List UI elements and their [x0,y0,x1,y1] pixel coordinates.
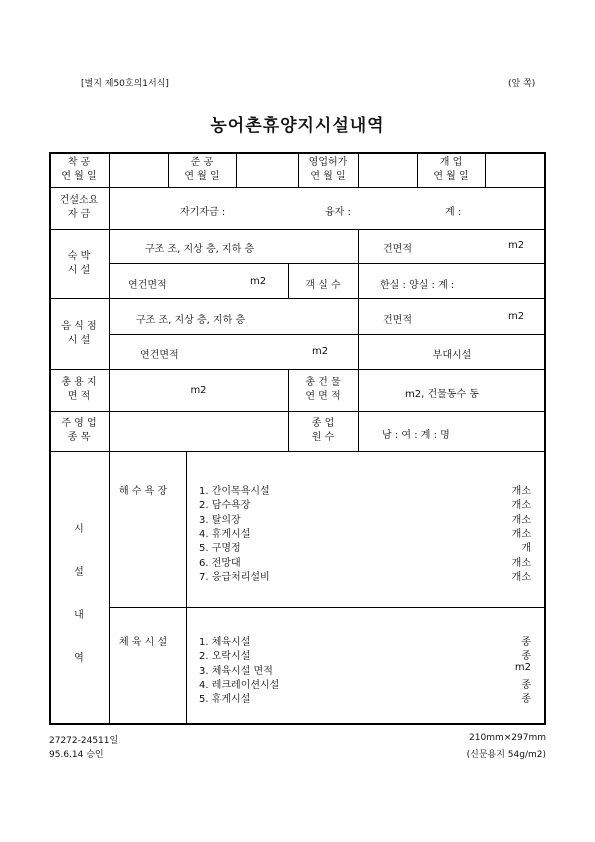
sports-item-label: 4. 레크레이션시설 [199,679,280,691]
funds-label: 건설소요 자 금 [59,195,99,220]
lodging-floor-area-label: 연건면적 [128,280,167,291]
beach-item-label: 7. 응급처리설비 [199,571,270,583]
page-title: 농어촌휴양지시설내역 [210,116,385,136]
sports-item-unit: 종 [521,637,531,648]
row-divider [49,229,546,230]
complete-date-label: 준 공 연 월 일 [184,157,220,182]
paper-type: (신문용지 54g/m2) [466,750,546,760]
beach-item-label: 3. 탈의장 [199,514,241,526]
facilities-label-3: 내 [74,610,84,621]
col-divider [485,152,486,187]
beach-item-label: 2. 담수욕장 [199,500,251,512]
row-divider [49,187,546,188]
sports-item-label: 1. 체육시설 [199,637,251,648]
sports-section-label: 체 육 시 설 [119,637,168,648]
row-divider [49,298,546,299]
restaurant-building-area-unit: m2 [508,311,525,322]
building-area-field: m2, 건물동수 동 [405,389,479,400]
form-code: 27272-24511일 [49,736,119,746]
row-divider [49,411,546,412]
col-divider [358,263,359,298]
col-divider [358,152,359,187]
rooms-field: 한실 : 양실 : 계 : [380,280,455,291]
rooms-label: 객 실 수 [305,280,341,291]
facilities-label-2: 설 [74,567,84,578]
sports-item-label: 3. 체육시설 면적 [199,665,273,677]
col-divider [358,369,359,411]
beach-item-unit: 개소 [511,557,531,569]
restaurant-structure-field: 구조 조, 지상 층, 지하 층 [136,315,246,326]
staff-count-field: 남 : 여 : 계 : 명 [382,430,450,441]
row-divider [109,263,546,264]
sports-item-unit: 종 [521,694,531,706]
sports-item-label: 5. 휴게시설 [199,694,251,706]
beach-item-label: 6. 전망대 [199,557,241,569]
col-divider [236,152,237,187]
row-divider [49,451,546,452]
business-type-label: 주 영 업 종 목 [61,418,97,443]
beach-item-unit: 개소 [511,486,531,497]
beach-item-unit: 개소 [511,514,531,526]
col-divider [186,451,187,725]
row-divider [49,369,546,370]
beach-item-unit: 개소 [511,500,531,512]
sports-item-unit: 종 [521,651,531,663]
beach-item-unit: 개소 [511,528,531,540]
sports-item-label: 2. 오락시설 [199,651,251,663]
funds-total-field: 계 : [445,207,462,218]
approval-date: 95.6.14 승인 [49,750,104,760]
site-area-label: 총 용 지 면 적 [61,377,97,402]
page-side: (앞 쪽) [508,79,536,89]
beach-item-label: 4. 휴게시설 [199,528,251,540]
lodging-label: 숙 박 시 설 [67,251,91,276]
restaurant-building-area-label: 건면적 [383,315,412,326]
restaurant-floor-area-unit: m2 [312,346,329,357]
sports-item-unit: 종 [521,679,531,691]
beach-item-label: 1. 간이목욕시설 [199,486,270,497]
facilities-label-1: 시 [74,524,84,535]
col-divider [109,152,110,725]
lodging-building-area-unit: m2 [508,240,525,251]
col-divider [358,411,359,451]
own-funds-field: 자기자금 : [180,207,226,218]
beach-item-unit: 개소 [511,571,531,583]
lodging-structure-field: 구조 조, 지상 층, 지하 층 [145,244,255,255]
building-area-label: 총 건 물 연 면 적 [305,377,341,402]
col-divider [358,229,359,263]
permit-date-label: 영업허가 연 월 일 [308,157,348,182]
lodging-building-area-label: 건면적 [383,244,412,255]
site-area-unit: m2 [190,385,207,396]
restaurant-floor-area-label: 연건면적 [140,350,179,361]
staff-count-label: 종 업 원 수 [311,418,335,443]
start-date-label: 착 공 연 월 일 [61,157,97,182]
beach-item-unit: 개 [521,543,531,555]
row-divider [109,607,546,608]
lodging-floor-area-unit: m2 [250,276,267,287]
loan-field: 융자 : [325,207,351,218]
facilities-label-4: 역 [74,653,84,664]
row-divider [109,334,546,335]
beach-section-label: 해 수 욕 장 [119,486,168,497]
form-number: [별지 제50호의1서식] [81,79,169,89]
open-date-label: 개 업 연 월 일 [433,157,469,182]
paper-size: 210mm×297mm [469,733,546,743]
sports-item-unit: m2 [514,661,531,673]
auxiliary-facilities-label: 부대시설 [432,350,472,361]
restaurant-label: 음 식 점 시 설 [61,321,97,346]
beach-item-label: 5. 구명정 [199,543,241,555]
